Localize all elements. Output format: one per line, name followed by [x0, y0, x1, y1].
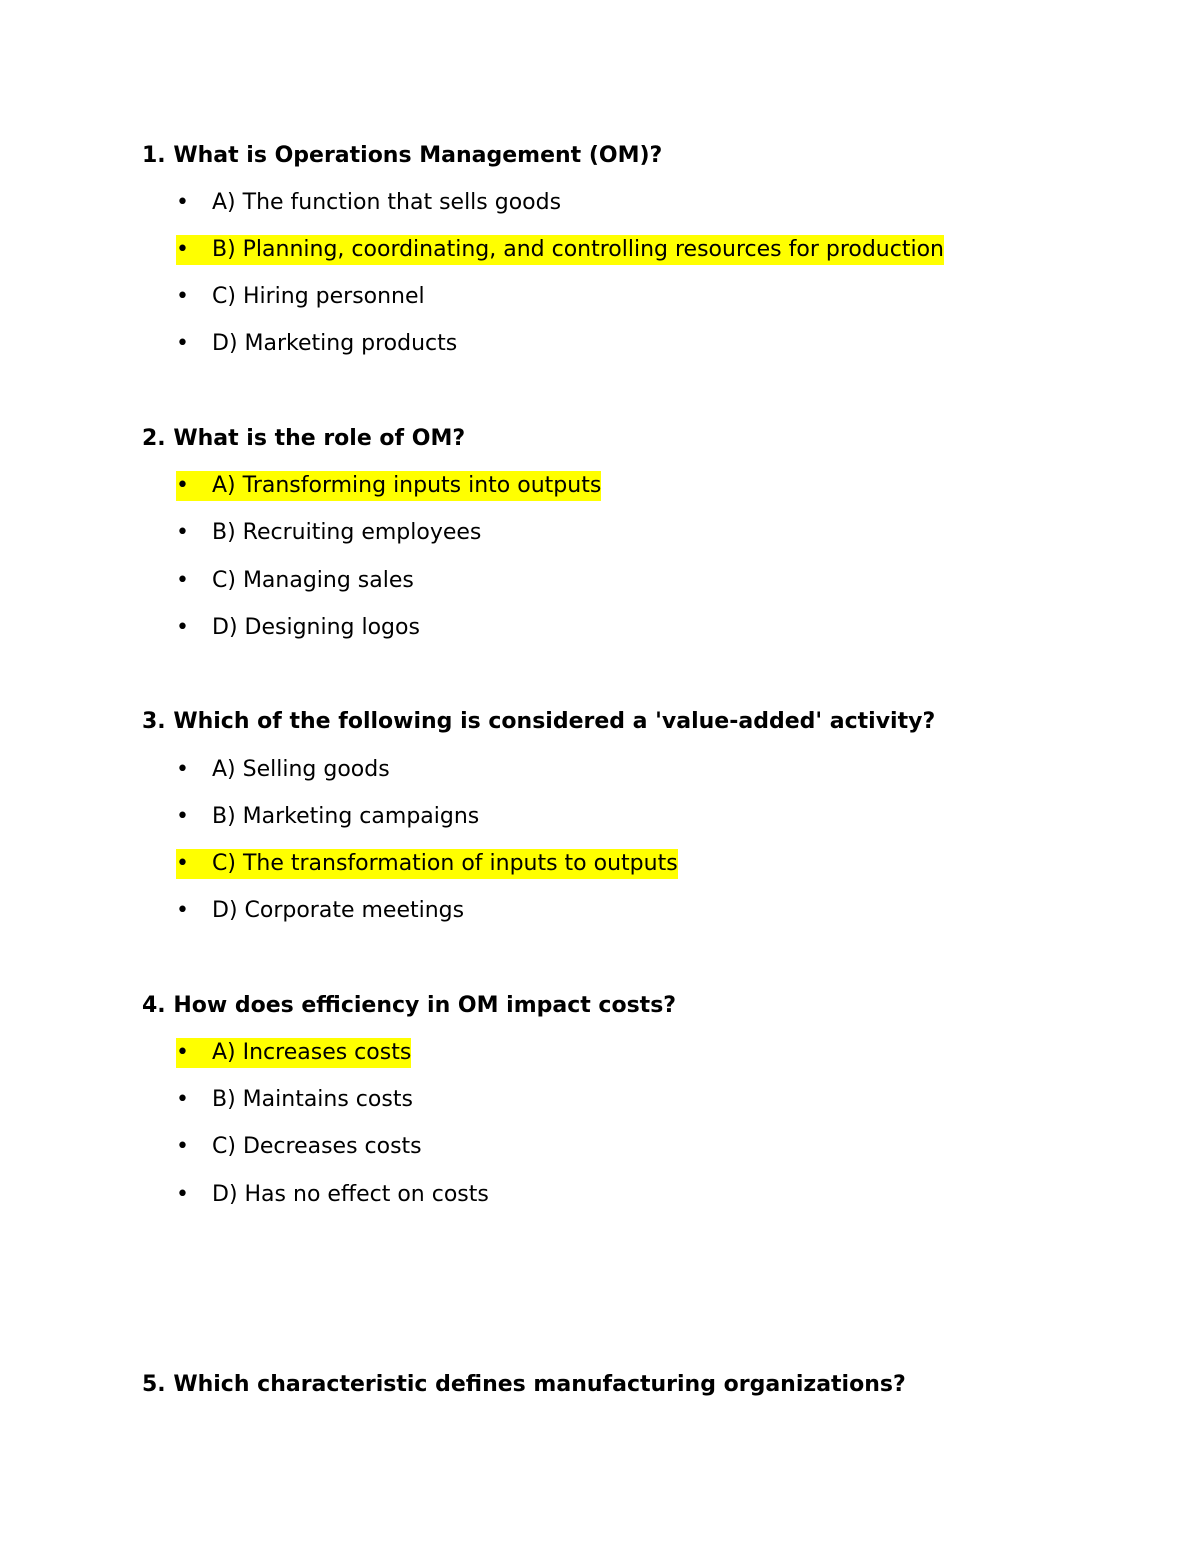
bullet-icon: • — [176, 190, 189, 215]
question-title: 4. How does efficiency in OM impact costs? — [142, 993, 677, 1018]
option-text: B) Recruiting employees — [212, 520, 482, 545]
option-text: C) Decreases costs — [212, 1134, 422, 1159]
question-title: 2. What is the role of OM? — [142, 426, 466, 451]
option-text: D) Has no effect on costs — [212, 1182, 489, 1207]
bullet-icon: • — [176, 757, 189, 782]
question-title: 3. Which of the following is considered a 'value-added' activity? — [142, 709, 936, 734]
option-item — [176, 566, 414, 596]
bullet-icon: • — [176, 615, 189, 640]
option-item-highlighted — [176, 849, 678, 879]
bullet-icon: • — [176, 568, 189, 593]
option-item — [176, 329, 457, 359]
bullet-icon: • — [176, 898, 189, 923]
option-item-highlighted — [176, 471, 601, 501]
option-text: A) Transforming inputs into outputs — [212, 473, 602, 498]
option-text: C) Managing sales — [212, 568, 414, 593]
bullet-icon: • — [176, 1087, 189, 1112]
question-title: 1. What is Operations Management (OM)? — [142, 143, 663, 168]
option-text: A) Increases costs — [212, 1040, 412, 1065]
bullet-icon: • — [176, 1040, 189, 1065]
option-text: B) Planning, coordinating, and controlling resources for production — [212, 237, 944, 262]
option-text: D) Marketing products — [212, 331, 458, 356]
option-item-highlighted — [176, 235, 944, 265]
option-item — [176, 1085, 413, 1115]
bullet-icon: • — [176, 1134, 189, 1159]
option-item — [176, 188, 561, 218]
bullet-icon: • — [176, 473, 189, 498]
option-text: A) The function that sells goods — [212, 190, 562, 215]
bullet-icon: • — [176, 520, 189, 545]
option-text: D) Corporate meetings — [212, 898, 465, 923]
option-text: D) Designing logos — [212, 615, 420, 640]
option-text: B) Maintains costs — [212, 1087, 413, 1112]
bullet-icon: • — [176, 284, 189, 309]
option-item — [176, 755, 390, 785]
option-text: B) Marketing campaigns — [212, 804, 480, 829]
bullet-icon: • — [176, 331, 189, 356]
option-item — [176, 1132, 422, 1162]
option-item — [176, 802, 479, 832]
option-item-highlighted — [176, 1038, 411, 1068]
option-item — [176, 613, 420, 643]
option-item — [176, 896, 464, 926]
bullet-icon: • — [176, 851, 189, 876]
option-item — [176, 1180, 489, 1210]
option-text: A) Selling goods — [212, 757, 390, 782]
question-title: 5. Which characteristic defines manufacturing organizations? — [142, 1372, 906, 1397]
bullet-icon: • — [176, 804, 189, 829]
option-text: C) The transformation of inputs to outputs — [212, 851, 678, 876]
option-text: C) Hiring personnel — [212, 284, 425, 309]
option-item — [176, 518, 481, 548]
bullet-icon: • — [176, 237, 189, 262]
bullet-icon: • — [176, 1182, 189, 1207]
option-item — [176, 282, 425, 312]
